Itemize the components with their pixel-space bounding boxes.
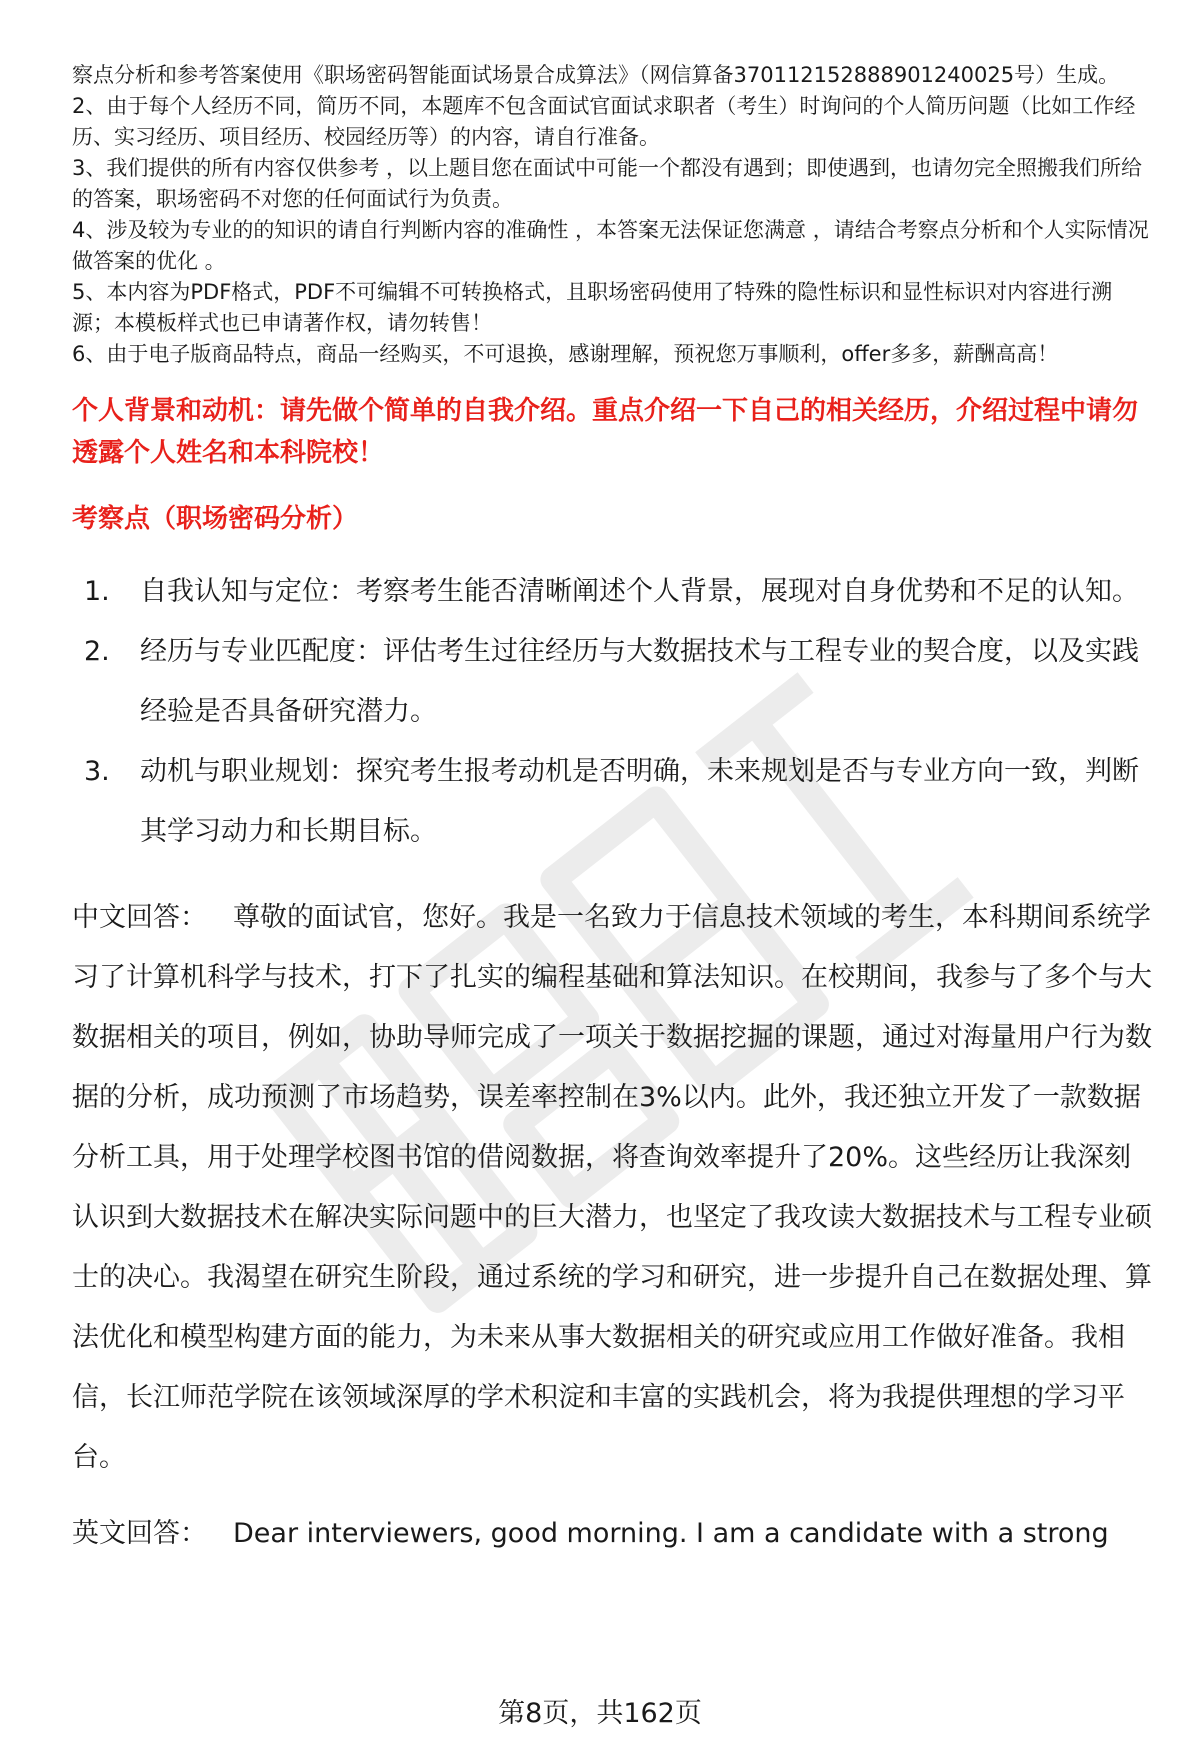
chinese-answer-text: 尊敬的面试官，您好。我是一名致力于信息技术领域的考生，本科期间系统学习了计算机科学与技术，打下了扎实的编程基础和算法知识。在校期间，我参与了多个与大数据相关的项目，例如，协助导师完成了一项关于数据挖掘的课题，通过对海量用户行为数据的分析，成功预测了市场趋势，误差率控制在3%以内。此外，我还独立开发了一款数据分析工具，用于处理学校图书馆的借阅数据，将查询效率提升了20%。这些经历让我深刻认识到大数据技术在解决实际问题中的巨大潜力，也坚定了我攻读大数据技术与工程专业硕士的决心。我渴望在研究生阶段，通过系统的学习和研究，进一步提升自己在数据处理、算法优化和模型构建方面的能力，为未来从事大数据相关的研究或应用工作做好准备。我相信，长江师范学院在该领域深厚的学术积淀和丰富的实践机会，将为我提供理想的学习平台。	[72, 902, 1152, 1473]
chinese-answer	[72, 888, 1152, 1488]
note-item: 3、我们提供的所有内容仅供参考 ，以上题目您在面试中可能一个都没有遇到；即使遇到，也请勿完全照搬我们所给的答案，职场密码不对您的任何面试行为负责。	[72, 156, 1143, 211]
note-item: 6、由于电子版商品特点，商品一经购买，不可退换，感谢理解，预祝您万事顺利，offer多多，薪酬高高！	[72, 342, 1059, 366]
point-text: 动机与职业规划：探究考生报考动机是否明确，未来规划是否与专业方向一致，判断其学习动力和长期目标。	[140, 756, 1139, 847]
chinese-answer-label: 中文回答：	[72, 902, 207, 933]
note-item: 2、由于每个人经历不同，简历不同，本题库不包含面试官面试求职者（考生）时询问的个人简历问题（比如工作经历、实习经历、项目经历、校园经历等）的内容，请自行准备。	[72, 94, 1136, 149]
english-answer-text: Dear interviewers, good morning. I am a candidate with a strong	[233, 1518, 1109, 1549]
english-answer-label: 英文回答：	[72, 1518, 207, 1549]
note-item: 5、本内容为PDF格式，PDF不可编辑不可转换格式，且职场密码使用了特殊的隐性标识和显性标识对内容进行溯源；本模板样式也已申请著作权，请勿转售！	[72, 280, 1113, 335]
point-number: 1.	[84, 576, 110, 607]
question-title: 个人背景和动机：请先做个简单的自我介绍。重点介绍一下自己的相关经历，介绍过程中请勿透露个人姓名和本科院校！	[72, 396, 1139, 468]
analysis-points	[72, 562, 1152, 862]
list-item	[72, 622, 1152, 742]
note-item: 察点分析和参考答案使用《职场密码智能面试场景合成算法》（网信算备370112152888901240025号）生成。	[72, 63, 1120, 87]
point-number: 2.	[84, 636, 110, 667]
list-item	[72, 742, 1152, 862]
list-item	[72, 562, 1152, 622]
disclaimer-notes	[72, 60, 1152, 370]
english-answer	[72, 1504, 1152, 1564]
note-item: 4、涉及较为专业的的知识的请自行判断内容的准确性 ，本答案无法保证您满意 ，请结合考察点分析和个人实际情况做答案的优化 。	[72, 218, 1149, 273]
point-text: 自我认知与定位：考察考生能否清晰阐述个人背景，展现对自身优势和不足的认知。	[140, 576, 1139, 607]
analysis-title: 考察点（职场密码分析）	[72, 504, 359, 534]
point-number: 3.	[84, 756, 110, 787]
document-page	[72, 60, 1152, 1564]
page-number: 第8页，共162页	[498, 1698, 702, 1729]
point-text: 经历与专业匹配度：评估考生过往经历与大数据技术与工程专业的契合度，以及实践经验是否具备研究潜力。	[140, 636, 1139, 727]
